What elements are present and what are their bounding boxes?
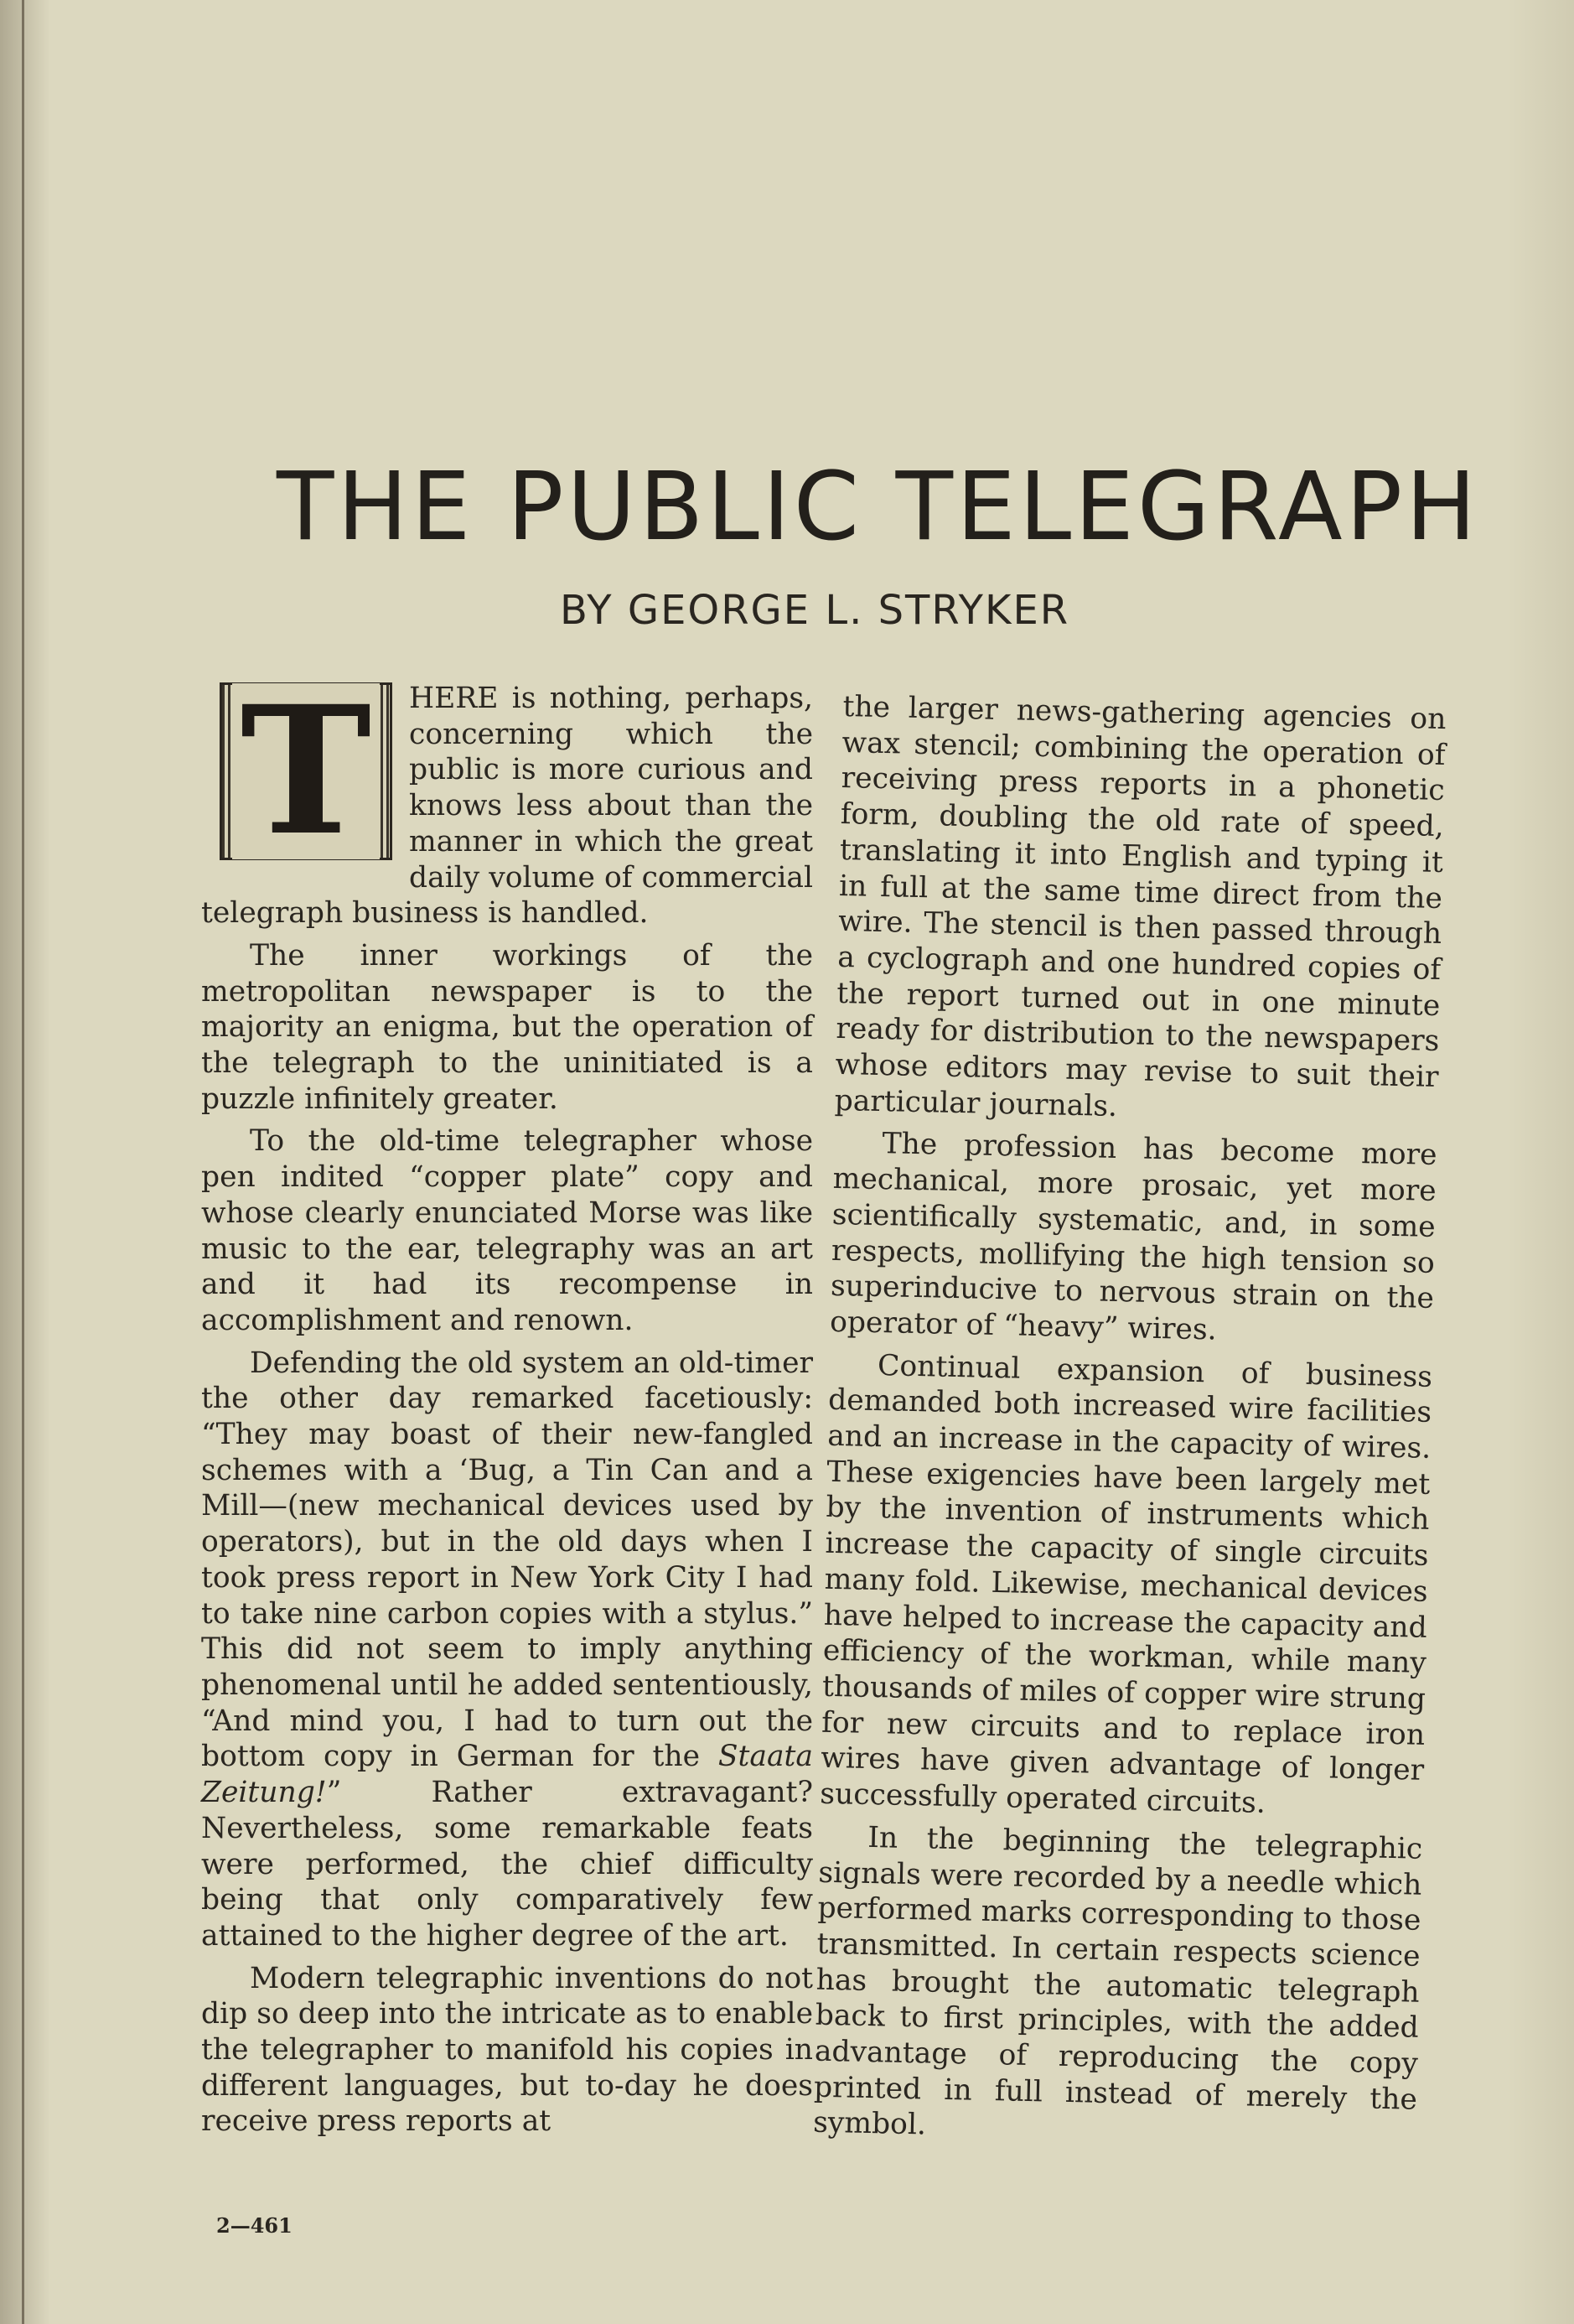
paragraph-4 xyxy=(201,1346,813,1954)
paragraph-3: To the old-time telegrapher whose pen indited “copper plate” copy and whose clearly enunciated Morse was like music to the ear, telegraphy was an art and it had its recompense in accomplishment and renown. xyxy=(201,1124,813,1337)
paragraph-2: The inner workings of the metropolitan newspaper is to the majority an enigma, but the operation of the telegraph to the uninitiated is a puzzle infinitely greater. xyxy=(201,938,813,1116)
article-title: THE PUBLIC TELEGRAPH xyxy=(277,453,1480,562)
paragraph-8: Continual expansion of business demanded both increased wire facilities and an increase in the capacity of wires. These exigencies have been largely met by the invention of instruments which increase the capacity of single circuits many fold. Likewise, mechanical devices have helped to increase the capacity and efficiency of the workman, while many thousands of miles of copper wire strung for new circuits and to replace iron wires have given advantage of longer successfully operated circuits. xyxy=(819,1348,1433,1820)
newspaper-name: Staata Zeitung! xyxy=(201,1740,813,1810)
paragraph-9: In the beginning the telegraphic signals were recorded by a needle which performed marks corresponding to those transmitted. In certain respects science has brought the automatic telegraph back to first principles, with the added advantage of reproducing the copy printed in full instead of merely the symbol. xyxy=(812,1820,1423,2142)
drop-cap-ornament xyxy=(220,667,392,874)
article-byline: BY GEORGE L. STRYKER xyxy=(560,587,1070,634)
paragraph-6: the larger news-gathering agencies on wax stencil; combining the operation of receiving press reports in a phonetic form, doubling the old rate of speed, translating it into English and typing it in full at the same time direct from the wire. The stencil is then passed through a cyclograph and one hundred copies of the report turned out in one minute ready for distribution to the newspapers whose editors may revise to suit their particular journals. xyxy=(834,689,1447,1123)
paragraph-7: The profession has become more mechanical, more prosaic, yet more scientifically systematic, and, in some respects, mollifying the high tension so superinducive to nervous strain on the operator of “heavy” wires. xyxy=(829,1127,1437,1347)
page-folio: 2—461 xyxy=(216,2213,293,2238)
right-column xyxy=(813,689,1447,2161)
paragraph-text: ” Rather extravagant? Nevertheless, some remarkable feats were performed, the chief difficulty being that only comparatively few attained to the higher degree of the art. xyxy=(201,1776,813,1953)
binding-gutter xyxy=(22,0,24,2324)
paragraph-text: Defending the old system an old-timer the other day remarked facetiously: “They may boast of their new-fangled schemes with a ‘Bug, a Tin Can and a Mill—(new mechanical devices used by operators), but in the old days when I took press report in New York City I had to take nine carbon copies with a stylus.” This did not seem to imply anything phenomenal until he added sententiously, “And mind you, I had to turn out the bottom copy in German for the xyxy=(201,1346,813,1774)
drop-cap-letter: T xyxy=(222,685,390,858)
paragraph-5: Modern telegraphic inventions do not dip so deep into the intricate as to enable the telegrapher to manifold his copies in different languages, but to-day he does receive press reports at xyxy=(201,1961,813,2139)
paragraph-1 xyxy=(201,667,813,931)
left-column xyxy=(201,667,813,2146)
paragraph-text: HERE is nothing, perhaps, concerning which the public is more curious and knows less about than the manner in which the great daily volume of commercial telegraph business is handled. xyxy=(201,682,813,931)
